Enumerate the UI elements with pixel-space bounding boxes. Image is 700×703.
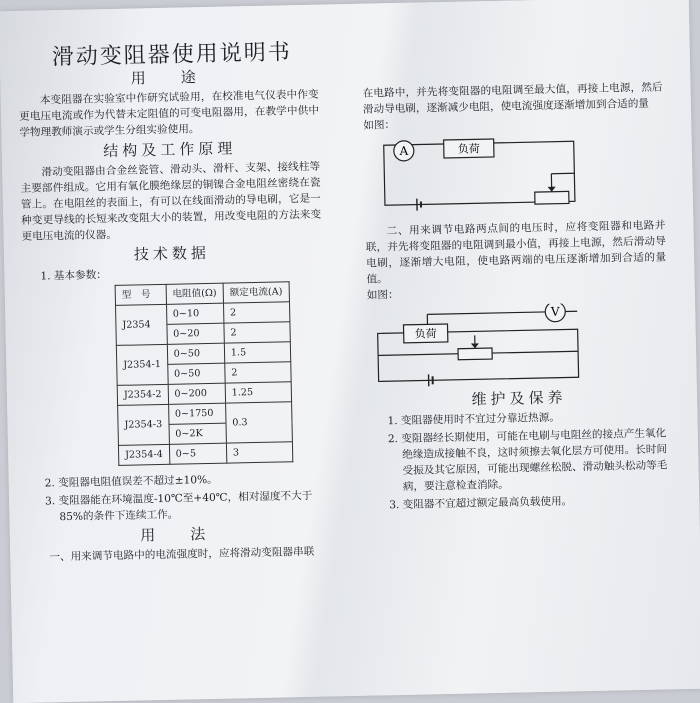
heading-tech: 技术数据 xyxy=(22,243,322,265)
cell-model: J2354-4 xyxy=(118,444,169,465)
voltmeter-symbol: V xyxy=(550,305,560,319)
cell-resistance: 0~2K xyxy=(169,423,227,444)
cell-resistance: 0~200 xyxy=(168,383,226,404)
cell-current: 2 xyxy=(223,302,289,323)
cell-resistance: 0~1750 xyxy=(168,403,226,424)
circuit-diagram-voltmeter xyxy=(367,301,669,387)
cell-model: J2354 xyxy=(116,304,167,345)
params-table xyxy=(115,281,293,466)
params-label: 1. 基本参数： xyxy=(40,263,322,285)
use-paragraph: 本变阻器在实验室中作研究试验用，在校准电气仪表中作变更电压电流或作为代替未定阻值的可变电阻器用，在教学中供中学物理教师演示或学生分组实验使用。 xyxy=(19,87,320,141)
circuit-diagram-ammeter xyxy=(364,131,666,217)
table-row xyxy=(118,402,292,426)
heading-structure: 结构及工作原理 xyxy=(20,139,320,161)
tech-item-2: 2. 变阻器电阻值误差不超过±10%。 xyxy=(45,470,327,492)
ammeter-symbol: A xyxy=(398,144,408,158)
cell-resistance: 0~50 xyxy=(167,363,225,384)
usage-item-1: 一、用来调节电路中的电流强度时，应将滑动变阻器串联 xyxy=(28,544,328,566)
header-model: 型 号 xyxy=(115,284,166,305)
cell-resistance: 0~10 xyxy=(166,303,224,324)
heading-maintenance: 维护及保养 xyxy=(369,387,669,409)
load-label: 负荷 xyxy=(415,326,437,340)
header-resistance: 电阻值(Ω) xyxy=(166,283,224,304)
usage-item-1-continued: 在电路中，并先将变阻器的电阻调至最大值，再接上电源，然后滑动导电刷，逐渐减少电阻，使电流强度逐渐增加到合适的量 xyxy=(362,79,663,117)
usage-item-2: 二、用来调节电路两点间的电压时，应将变阻器和电路并联，并先将变阻器的电阻调到最小值，再接上电源，然后滑动导电刷，逐渐增大电阻，使电路两端的电压逐渐增加到合适的量值。 xyxy=(365,217,666,287)
cell-current: 0.3 xyxy=(225,402,292,443)
figure-label-1: 如图： xyxy=(363,111,663,133)
cell-resistance: 0~20 xyxy=(167,323,225,344)
cell-model: J2354-1 xyxy=(116,344,167,385)
cell-current: 3 xyxy=(226,442,292,463)
cell-resistance: 0~50 xyxy=(167,343,225,364)
rheostat-icon xyxy=(535,191,569,204)
load-label: 负荷 xyxy=(458,141,480,155)
cell-resistance: 0~5 xyxy=(169,443,227,464)
tech-item-3: 3. 变阻器能在环境温度-10℃至+40℃，相对湿度不大于85%的条件下连续工作。 xyxy=(45,488,328,526)
figure-label-2: 如图： xyxy=(367,281,667,303)
cell-model: J2354-3 xyxy=(118,404,169,445)
table-row xyxy=(118,442,292,466)
header-current: 额定电流(A) xyxy=(223,282,289,303)
heading-usage: 用 法 xyxy=(28,524,328,546)
cell-current: 2 xyxy=(224,322,290,343)
maint-item-1: 1. 变阻器使用时不宜过分靠近热源。 xyxy=(387,407,669,429)
cell-current: 1.5 xyxy=(224,342,290,363)
cell-current: 2 xyxy=(225,362,291,383)
document-title: 滑动变阻器使用说明书 xyxy=(52,45,318,67)
heading-use: 用 途 xyxy=(18,67,318,89)
cell-current: 1.25 xyxy=(225,382,291,403)
left-column xyxy=(18,45,329,566)
structure-paragraph: 滑动变阻器由合金丝瓷管、滑动头、滑杆、支架、接线柱等主要部件组成。它用有氧化膜绝缘层的铜镍合金电阻丝密绕在瓷管上。在电阻丝的表面上，有可以在线面滑动的导电刷，它是一种变更导线的长短来改变阻大小的装置，用改变电阻的方法来变更电压电流的仪器。 xyxy=(20,159,322,245)
right-column xyxy=(362,79,671,513)
cell-model: J2354-2 xyxy=(117,384,168,405)
maint-item-2: 2. 变阻器经长期使用，可能在电刷与电阻丝的接点产生氧化绝缘造成接触不良，这时须擦去氧化层方可使用。长时间受振及其它原因，可能出现螺丝松脱、滑动触头松动等毛病，要注意检查消除。 xyxy=(388,425,671,495)
maint-item-3: 3. 变阻器不宜超过额定最高负载使用。 xyxy=(389,491,671,513)
rheostat-icon xyxy=(458,348,492,360)
